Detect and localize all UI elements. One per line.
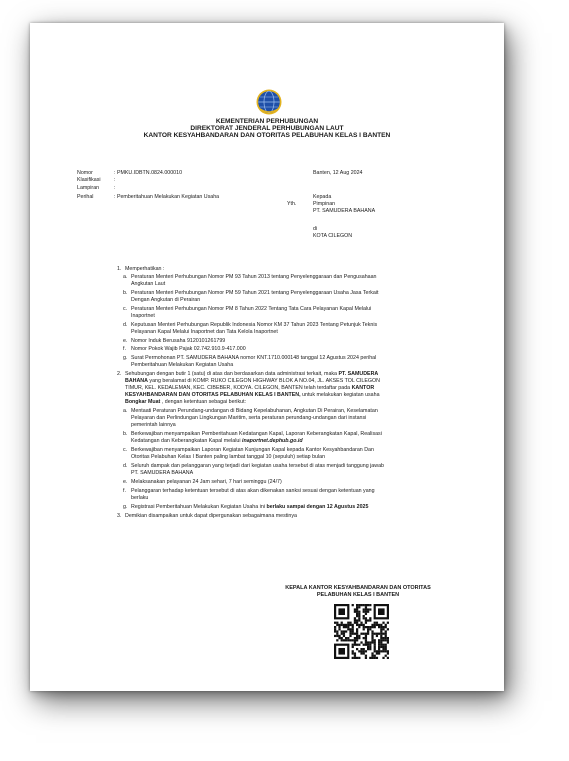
recipient-city: KOTA CILEGON	[313, 233, 353, 239]
point-2-line-3: TIMUR, KEL. KEDALEMAN, KEC. CIBEBER, KODYA. CILEGON, BANTEN telah terdaftar pada KANTOR	[125, 385, 375, 391]
yth-label: Yth.	[287, 201, 297, 207]
nomor-label: Nomor	[77, 170, 93, 176]
perihal-value: : Pemberitahuan Melakukan Kegiatan Usaha	[114, 194, 220, 200]
point-2-number: 2.	[117, 371, 122, 377]
point-3-number: 3.	[117, 513, 122, 519]
list-item-text: pemerintah lainnya	[131, 422, 176, 428]
list-item-text: Angkutan Laut	[131, 281, 166, 287]
point-2-line-2: BAHANA yang beralamat di KOMP. RUKO CILEGON HIGHWAY BLOK A NO.04, JL. AKSES TOL CILEGON	[125, 378, 380, 384]
kepada-label: Kepada	[313, 194, 332, 200]
klasifikasi-value: :	[114, 177, 116, 183]
inaportnet-link[interactable]: inaportnet.dephub.go.id	[242, 438, 303, 444]
list-item-text: Seluruh dampak dan pelanggaran yang terjadi dari kegiatan usaha tersebut di atas menjadi tanggung jawab	[131, 463, 384, 469]
list-item-text: Pelayanan Kapal Melalui Inaportnet dan Tata Kelola Inaportnet	[131, 329, 278, 335]
ministry-emblem-icon	[256, 89, 282, 115]
klasifikasi-label: Klasifikasi	[77, 177, 101, 183]
list-item-letter: e.	[123, 338, 128, 344]
point-1-number: 1.	[117, 266, 122, 272]
list-item-letter: d.	[123, 463, 128, 469]
list-item-letter: a.	[123, 274, 128, 280]
list-item-text: Registrasi Pemberitahuan Melakukan Kegiatan Usaha ini berlaku sampai dengan 12 Agustus 2025	[131, 504, 369, 510]
point-2-line-5: Bongkar Muat , dengan ketentuan sebagai berikut:	[125, 399, 247, 405]
list-item-text: Berkewajiban menyampaikan Laporan Kegiatan Kunjungan Kapal kepada Kantor Kesyahbandaran Dan	[131, 447, 374, 453]
signatory-title: KEPALA KANTOR KESYAHBANDARAN DAN OTORITAS	[285, 585, 431, 591]
qr-code-icon	[334, 604, 389, 659]
point-2-line-4: KESYAHBANDARAN DAN OTORITAS PELABUHAN KELAS I BANTEN, untuk melakukan kegiatan usaha	[125, 392, 380, 398]
list-item-letter: g.	[123, 355, 128, 361]
point-1-text: Memperhatikan :	[125, 266, 165, 272]
list-item-letter: g.	[123, 504, 128, 510]
list-item-letter: e.	[123, 479, 128, 485]
list-item-text: Inaportnet	[131, 313, 155, 319]
list-item-letter: f.	[123, 346, 126, 352]
signatory-office: PELABUHAN KELAS I BANTEN	[316, 592, 400, 598]
di-label: di	[313, 226, 318, 232]
list-item-letter: f.	[123, 488, 126, 494]
directorate-name: DIREKTORAT JENDERAL PERHUBUNGAN LAUT	[190, 125, 344, 132]
list-item-text: berlaku	[131, 495, 149, 501]
office-name: KANTOR KESYAHBANDARAN DAN OTORITAS PELABUHAN KELAS I BANTEN	[143, 132, 391, 139]
list-item-text: PT. SAMUDERA BAHANA	[131, 470, 194, 476]
list-item-text: Peraturan Menteri Perhubungan Nomor PM 8 Tahun 2022 Tentang Tata Cara Pelayanan Kapal Melalui	[131, 306, 372, 312]
list-item-text: Nomor Induk Berusaha 9120101261799	[131, 338, 226, 344]
point-2-line-1: Sehubungan dengan butir 1 (satu) di atas dan berdasarkan data administrasi terkait, maka PT. SAMUDERA	[125, 371, 379, 377]
perihal-label: Perihal	[77, 194, 94, 200]
list-item-text: Melaksanakan pelayanan 24 Jam sehari, 7 hari seminggu (24/7)	[131, 479, 282, 485]
list-item-text: Pelayaran dan Perlindungan Lingkungan Maritim, serta peraturan perundang-undangan dari instansi	[131, 415, 367, 421]
list-item-letter: d.	[123, 322, 128, 328]
list-item-letter: a.	[123, 408, 128, 414]
list-item-letter: c.	[123, 306, 128, 312]
lampiran-value: :	[114, 185, 116, 191]
list-item-text: Nomor Pokok Wajib Pajak 02.742.910.9-417.000	[131, 346, 246, 352]
list-item-text: Surat Permohonan PT. SAMUDERA BAHANA nomor KNT.1710.000148 tanggal 12 Agustus 2024 perihal	[131, 355, 377, 361]
place-date: Banten, 12 Aug 2024	[313, 170, 363, 176]
list-item-letter: c.	[123, 447, 128, 453]
ministry-name: KEMENTERIAN PERHUBUNGAN	[215, 118, 319, 125]
list-item-text: Pelanggaran terhadap ketentuan tersebut di atas akan dikenakan sanksi sesuai dengan ketentuan yang	[131, 488, 375, 494]
recipient-title: Pimpinan	[313, 201, 336, 207]
list-item-letter: b.	[123, 290, 128, 296]
list-item-text: Kedatangan dan Keberangkatan Kapal melalui inaportnet.dephub.go.id	[131, 438, 303, 444]
list-item-text: Peraturan Menteri Perhubungan Nomor PM 59 Tahun 2021 tentang Penyelenggaraan Usaha Jasa Terkait	[131, 290, 379, 296]
nomor-value: : PMKU.IDBTN.0824.000010	[114, 170, 183, 176]
recipient-company: PT. SAMUDERA BAHANA	[313, 208, 376, 214]
list-item-text: Otoritas Pelabuhan Kelas I Banten paling lambat tanggal 10 (sepuluh) setiap bulan	[131, 454, 326, 460]
lampiran-label: Lampiran	[77, 185, 100, 191]
list-item-text: Pemberitahuan Melakukan Kegiatan Usaha	[131, 362, 234, 368]
list-item-letter: b.	[123, 431, 128, 437]
point-3-text: Demikian disampaikan untuk dapat dipergunakan sebagaimana mestinya	[125, 513, 297, 519]
list-item-text: Mentaati Peraturan Perundang-undangan di Bidang Kepelabuhanan, Angkutan Di Perairan, Keselamatan	[131, 408, 378, 414]
list-item-text: Berkewajiban menyampaikan Pemberitahuan Kedatangan Kapal, Laporan Keberangkatan Kapal, Realisasi	[131, 431, 382, 437]
list-item-text: Peraturan Menteri Perhubungan Nomor PM 93 Tahun 2013 tentang Penyelenggaraan dan Pengusahaan	[131, 274, 377, 280]
list-item-text: Keputusan Menteri Perhubungan Republik Indonesia Nomor KM 37 Tahun 2023 Tentang Petunjuk Teknis	[131, 322, 378, 328]
list-item-text: Dengan Angkutan di Perairan	[131, 297, 201, 303]
